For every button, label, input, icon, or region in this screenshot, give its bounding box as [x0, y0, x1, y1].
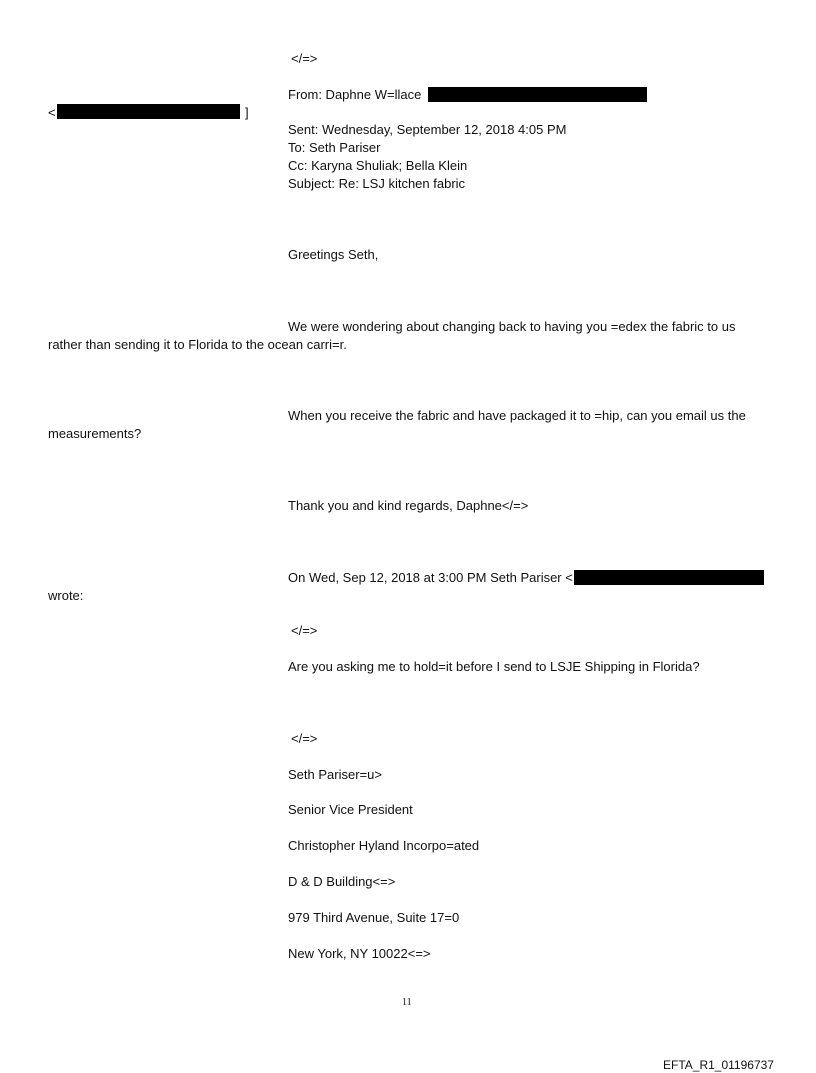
signature-address: 979 Third Avenue, Suite 17=0	[288, 910, 460, 925]
page-number: 11	[402, 997, 412, 1008]
cc-line: Cc: Karyna Shuliak; Bella Klein	[288, 158, 468, 173]
quote-wrote: wrote:	[48, 588, 84, 603]
quote-marker-2: </=>	[291, 731, 318, 746]
paragraph-2-line-2: measurements?	[48, 426, 142, 441]
paragraph-1-line-2: rather than sending it to Florida to the ocean carri=r.	[48, 337, 347, 352]
quote-marker-1: </=>	[291, 623, 318, 638]
quote-attribution: On Wed, Sep 12, 2018 at 3:00 PM Seth Pariser <	[288, 570, 573, 585]
signature-building: D & D Building<=>	[288, 874, 396, 889]
redacted-quote-email	[574, 570, 764, 585]
signature-title: Senior Vice President	[288, 802, 413, 817]
redacted-from-email	[428, 87, 647, 102]
bracket-close: ]	[245, 105, 249, 120]
signature-name: Seth Pariser=u>	[288, 767, 382, 782]
quote-question: Are you asking me to hold=it before I send to LSJE Shipping in Florida?	[288, 659, 700, 674]
bracket-open: <	[48, 105, 56, 120]
top-marker: </=>	[291, 51, 318, 66]
closing: Thank you and kind regards, Daphne</=>	[288, 498, 529, 513]
paragraph-1-line-1: We were wondering about changing back to having you =edex the fabric to us	[288, 319, 736, 334]
signature-company: Christopher Hyland Incorpo=ated	[288, 838, 480, 853]
sent-line: Sent: Wednesday, September 12, 2018 4:05 PM	[288, 122, 567, 137]
bates-number: EFTA_R1_01196737	[663, 1058, 774, 1072]
to-line: To: Seth Pariser	[288, 140, 381, 155]
greeting: Greetings Seth,	[288, 247, 379, 262]
redacted-address	[57, 104, 240, 119]
from-line: From: Daphne W=llace	[288, 87, 422, 102]
signature-city: New York, NY 10022<=>	[288, 946, 431, 961]
paragraph-2-line-1: When you receive the fabric and have packaged it to =hip, can you email us the	[288, 408, 746, 423]
subject-line: Subject: Re: LSJ kitchen fabric	[288, 176, 466, 191]
